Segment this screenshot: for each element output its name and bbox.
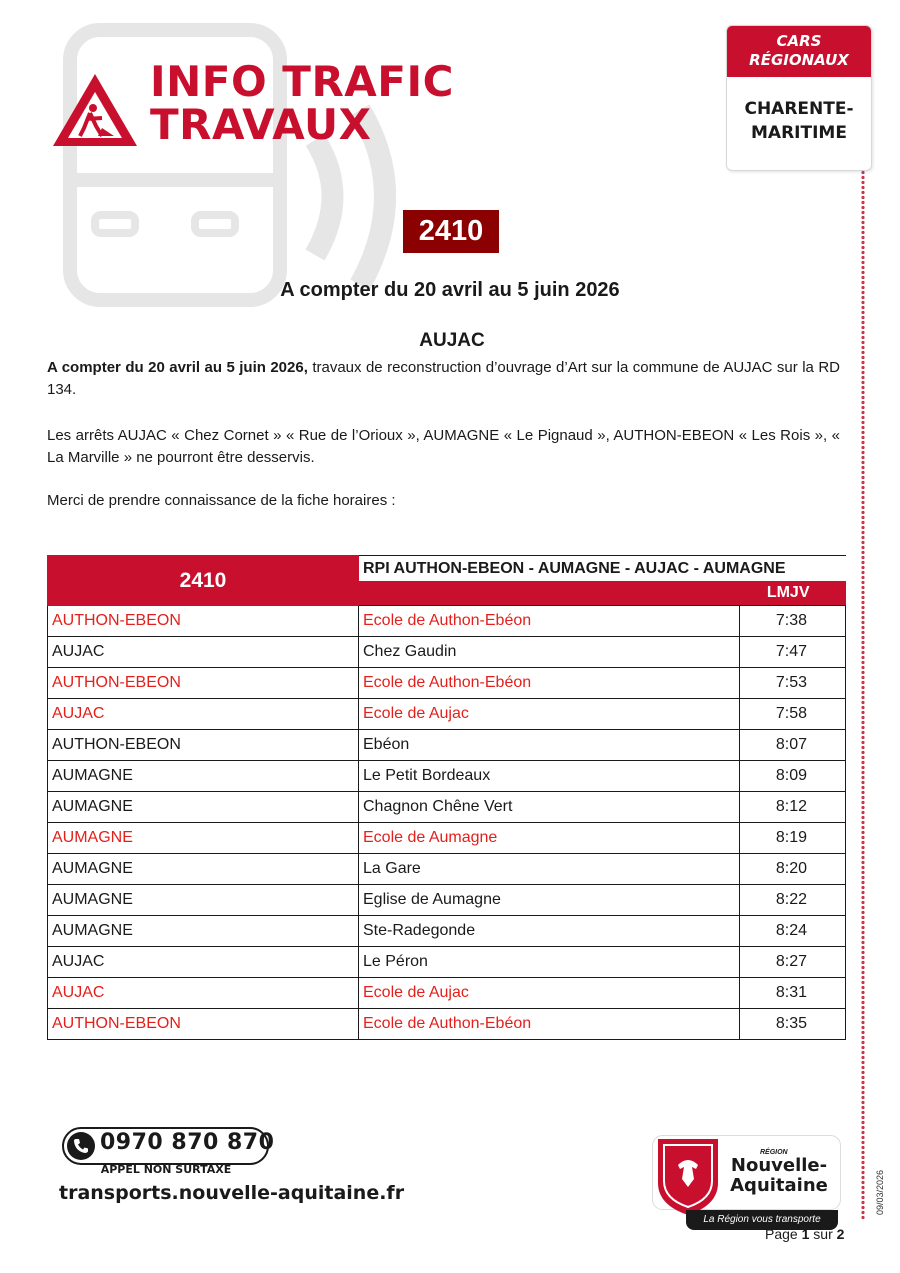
stop-cell: Ecole de Aujac xyxy=(359,978,740,1009)
stop-cell: Ste-Radegonde xyxy=(359,916,740,947)
time-cell: 8:20 xyxy=(740,854,846,885)
period-subtitle: A compter du 20 avril au 5 juin 2026 xyxy=(280,279,620,301)
table-row xyxy=(48,947,846,978)
timetable-days: LMJV xyxy=(359,581,846,606)
time-cell: 7:38 xyxy=(740,606,846,637)
page-current: 1 xyxy=(801,1226,810,1242)
website-link[interactable]: transports.nouvelle-aquitaine.fr xyxy=(59,1182,405,1204)
notice-paragraph-1 xyxy=(47,357,840,401)
timetable-route-number: 2410 xyxy=(48,556,359,606)
time-cell: 7:47 xyxy=(740,637,846,668)
commune-cell: AUTHON-EBEON xyxy=(48,668,359,699)
timetable-header xyxy=(48,556,846,582)
page-prefix: Page xyxy=(765,1226,798,1242)
commune-cell: AUTHON-EBEON xyxy=(48,606,359,637)
stop-cell: Le Petit Bordeaux xyxy=(359,761,740,792)
stop-cell: Ecole de Authon-Ebéon xyxy=(359,1009,740,1040)
commune-cell: AUMAGNE xyxy=(48,823,359,854)
table-row xyxy=(48,792,846,823)
commune-cell: AUMAGNE xyxy=(48,792,359,823)
info-trafic-title xyxy=(150,57,454,149)
phone-note: APPEL NON SURTAXÉ xyxy=(100,1163,232,1176)
table-row xyxy=(48,668,846,699)
badge-bottom-text: CHARENTE-MARITIME xyxy=(744,99,854,143)
commune-cell: AUMAGNE xyxy=(48,761,359,792)
document-date: 09/03/2026 xyxy=(875,1169,885,1215)
stop-cell: Ecole de Aujac xyxy=(359,699,740,730)
table-row xyxy=(48,1009,846,1040)
table-row xyxy=(48,978,846,1009)
stop-cell: La Gare xyxy=(359,854,740,885)
title-line1: INFO TRAFIC xyxy=(150,57,454,106)
time-cell: 8:22 xyxy=(740,885,846,916)
notice-date-bold: A compter du 20 avril au 5 juin 2026, xyxy=(47,359,308,376)
time-cell: 7:53 xyxy=(740,668,846,699)
table-row xyxy=(48,606,846,637)
stop-cell: Ecole de Aumagne xyxy=(359,823,740,854)
route-number-box: 2410 xyxy=(403,210,499,253)
time-cell: 8:09 xyxy=(740,761,846,792)
title-line2: TRAVAUX xyxy=(150,100,372,149)
dotted-divider xyxy=(859,170,867,1220)
phone-icon xyxy=(66,1131,96,1161)
commune-cell: AUMAGNE xyxy=(48,885,359,916)
commune-cell: AUTHON-EBEON xyxy=(48,730,359,761)
notice-text: travaux de reconstruction d’ouvrage d’Art sur la commune de AUJAC sur la RD 134. xyxy=(47,359,840,398)
table-row xyxy=(48,699,846,730)
table-row xyxy=(48,637,846,668)
badge-department xyxy=(727,77,871,145)
commune-cell: AUJAC xyxy=(48,947,359,978)
commune-cell: AUMAGNE xyxy=(48,916,359,947)
stop-cell: Chagnon Chêne Vert xyxy=(359,792,740,823)
notice-paragraph-3: Merci de prendre connaissance de la fiche horaires : xyxy=(47,492,396,509)
stop-cell: Ecole de Authon-Ebéon xyxy=(359,668,740,699)
stop-cell: Eglise de Aumagne xyxy=(359,885,740,916)
time-cell: 8:35 xyxy=(740,1009,846,1040)
badge-cars-regionaux xyxy=(727,26,871,77)
stop-cell: Le Péron xyxy=(359,947,740,978)
stop-cell: Ebéon xyxy=(359,730,740,761)
commune-cell: AUJAC xyxy=(48,699,359,730)
table-row xyxy=(48,885,846,916)
page-total: 2 xyxy=(836,1226,845,1242)
table-row xyxy=(48,916,846,947)
region-label: RÉGION xyxy=(760,1149,788,1156)
table-row xyxy=(48,730,846,761)
commune-cell: AUMAGNE xyxy=(48,854,359,885)
time-cell: 8:12 xyxy=(740,792,846,823)
time-cell: 8:27 xyxy=(740,947,846,978)
commune-cell: AUJAC xyxy=(48,978,359,1009)
commune-cell: AUJAC xyxy=(48,637,359,668)
time-cell: 8:07 xyxy=(740,730,846,761)
time-cell: 8:24 xyxy=(740,916,846,947)
timetable xyxy=(47,555,846,1040)
table-row xyxy=(48,823,846,854)
timetable-route-name: RPI AUTHON-EBEON - AUMAGNE - AUJAC - AUMAGNE xyxy=(359,556,846,582)
badge-top-text: CARS RÉGIONAUX xyxy=(749,32,849,69)
roadwork-warning-icon xyxy=(50,70,140,150)
time-cell: 8:31 xyxy=(740,978,846,1009)
time-cell: 8:19 xyxy=(740,823,846,854)
page-number xyxy=(765,1226,844,1242)
page-sep: sur xyxy=(813,1226,833,1242)
notice-paragraph-2: Les arrêts AUJAC « Chez Cornet » « Rue de l’Orioux », AUMAGNE « Le Pignaud », AUTHON-EBEON « Les Rois », « La Marville » ne pourront être desservis. xyxy=(47,427,840,466)
commune-heading: AUJAC xyxy=(419,330,485,351)
table-row xyxy=(48,854,846,885)
time-cell: 7:58 xyxy=(740,699,846,730)
phone-number[interactable]: 0970 870 870 xyxy=(100,1130,275,1155)
region-name: Nouvelle-Aquitaine xyxy=(730,1155,828,1196)
region-tagline: La Région vous transporte xyxy=(686,1210,838,1230)
stop-cell: Chez Gaudin xyxy=(359,637,740,668)
stop-cell: Ecole de Authon-Ebéon xyxy=(359,606,740,637)
commune-cell: AUTHON-EBEON xyxy=(48,1009,359,1040)
table-row xyxy=(48,761,846,792)
network-badge xyxy=(726,25,872,171)
